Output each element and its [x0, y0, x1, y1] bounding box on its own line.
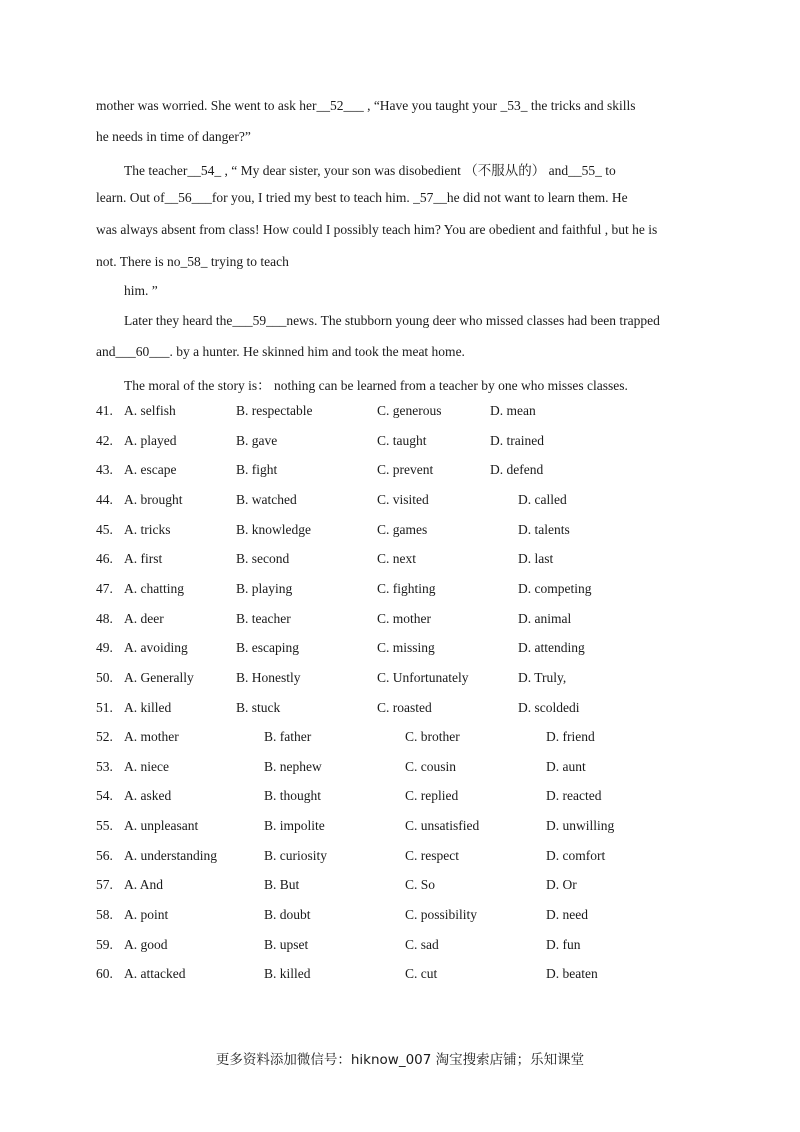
option-a: A. unpleasant [124, 818, 199, 833]
passage-line-9: and___60___. by a hunter. He skinned him and took the meat home. [96, 344, 465, 359]
option-a: A. attacked [124, 966, 186, 981]
option-a: A. played [124, 433, 177, 448]
option-a: A. point [124, 907, 169, 922]
passage-line-6: not. There is no_58_ trying to teach [96, 254, 289, 269]
option-c: C. missing [377, 640, 435, 655]
option-number: 43. [96, 462, 113, 477]
option-b: B. knowledge [236, 522, 311, 537]
option-a: A. good [124, 937, 168, 952]
option-c: C. mother [377, 611, 431, 626]
option-number: 41. [96, 403, 113, 418]
passage-line-3: The teacher__54_ , “ My dear sister, your son was disobedient （不服从的） and__55_ to [124, 163, 616, 178]
option-a: A. mother [124, 729, 179, 744]
option-b: B. playing [236, 581, 293, 596]
passage-line-4: learn. Out of__56___for you, I tried my best to teach him. _57__he did not want to learn them. He [96, 190, 628, 205]
option-b: B. killed [264, 966, 311, 981]
option-d: D. comfort [546, 848, 606, 863]
option-c: C. Unfortunately [377, 670, 469, 685]
option-a: A. chatting [124, 581, 184, 596]
option-a: A. asked [124, 788, 172, 803]
option-number: 44. [96, 492, 113, 507]
option-d: D. need [546, 907, 588, 922]
option-b: B. second [236, 551, 290, 566]
option-c: C. replied [405, 788, 459, 803]
option-b: B. Honestly [236, 670, 301, 685]
option-a: A. brought [124, 492, 183, 507]
option-d: D. fun [546, 937, 581, 952]
option-d: D. reacted [546, 788, 602, 803]
option-number: 49. [96, 640, 113, 655]
option-d: D. called [518, 492, 567, 507]
option-c: C. possibility [405, 907, 478, 922]
option-number: 47. [96, 581, 113, 596]
passage-line-1: mother was worried. She went to ask her__52___ , “Have you taught your _53_ the tricks and skills [96, 98, 636, 113]
option-b: B. teacher [236, 611, 291, 626]
option-b: B. escaping [236, 640, 299, 655]
passage-line-5: was always absent from class! How could I possibly teach him? You are obedient and faithful , but he is [96, 222, 658, 237]
option-b: B. watched [236, 492, 297, 507]
option-a: A. killed [124, 700, 172, 715]
option-number: 60. [96, 966, 113, 981]
option-number: 56. [96, 848, 113, 863]
option-b: B. nephew [264, 759, 322, 774]
option-c: C. respect [405, 848, 459, 863]
option-number: 53. [96, 759, 113, 774]
option-number: 48. [96, 611, 113, 626]
option-d: D. unwilling [546, 818, 615, 833]
option-d: D. Or [546, 877, 577, 892]
option-c: C. next [377, 551, 416, 566]
option-number: 45. [96, 522, 113, 537]
option-c: C. unsatisfied [405, 818, 480, 833]
option-c: C. roasted [377, 700, 432, 715]
option-d: D. animal [518, 611, 572, 626]
option-a: A. And [124, 877, 164, 892]
option-b: B. But [264, 877, 300, 892]
passage-line-7: him. ” [124, 283, 158, 298]
option-d: D. Truly, [518, 670, 567, 685]
option-d: D. last [518, 551, 554, 566]
option-b: B. upset [264, 937, 309, 952]
option-d: D. defend [490, 462, 544, 477]
option-c: C. brother [405, 729, 460, 744]
option-a: A. escape [124, 462, 177, 477]
option-c: C. taught [377, 433, 427, 448]
option-b: B. stuck [236, 700, 281, 715]
option-number: 59. [96, 937, 113, 952]
passage-line-8: Later they heard the___59___news. The stubborn young deer who missed classes had been trapped [124, 313, 660, 328]
option-d: D. trained [490, 433, 544, 448]
option-number: 57. [96, 877, 113, 892]
option-a: A. selfish [124, 403, 176, 418]
footer-note: 更多资料添加微信号：hiknow_007 淘宝搜索店铺；乐知课堂 [215, 1052, 585, 1068]
option-b: B. respectable [236, 403, 313, 418]
option-b: B. gave [236, 433, 278, 448]
option-a: A. avoiding [124, 640, 188, 655]
option-d: D. beaten [546, 966, 598, 981]
option-c: C. visited [377, 492, 429, 507]
option-b: B. curiosity [264, 848, 327, 863]
option-number: 46. [96, 551, 113, 566]
option-c: C. cousin [405, 759, 457, 774]
option-c: C. cut [405, 966, 438, 981]
option-b: B. impolite [264, 818, 325, 833]
option-d: D. talents [518, 522, 570, 537]
option-d: D. scoldedi [518, 700, 580, 715]
option-a: A. understanding [124, 848, 217, 863]
passage-line-10: The moral of the story is： nothing can be learned from a teacher by one who misses classes. [124, 378, 628, 393]
option-d: D. aunt [546, 759, 586, 774]
option-number: 55. [96, 818, 113, 833]
option-number: 51. [96, 700, 113, 715]
option-d: D. competing [518, 581, 592, 596]
option-c: C. generous [377, 403, 442, 418]
option-a: A. tricks [124, 522, 171, 537]
option-c: C. prevent [377, 462, 434, 477]
option-number: 58. [96, 907, 113, 922]
option-b: B. father [264, 729, 312, 744]
option-d: D. attending [518, 640, 585, 655]
option-b: B. fight [236, 462, 278, 477]
option-a: A. niece [124, 759, 169, 774]
option-d: D. friend [546, 729, 595, 744]
option-a: A. first [124, 551, 163, 566]
option-number: 52. [96, 729, 113, 744]
option-number: 54. [96, 788, 113, 803]
option-number: 50. [96, 670, 113, 685]
option-c: C. So [405, 877, 436, 892]
option-b: B. thought [264, 788, 322, 803]
option-number: 42. [96, 433, 113, 448]
option-c: C. games [377, 522, 428, 537]
option-c: C. sad [405, 937, 439, 952]
option-a: A. deer [124, 611, 164, 626]
option-c: C. fighting [377, 581, 436, 596]
passage-line-2: he needs in time of danger?” [96, 129, 251, 144]
option-b: B. doubt [264, 907, 311, 922]
option-a: A. Generally [124, 670, 194, 685]
option-d: D. mean [490, 403, 536, 418]
